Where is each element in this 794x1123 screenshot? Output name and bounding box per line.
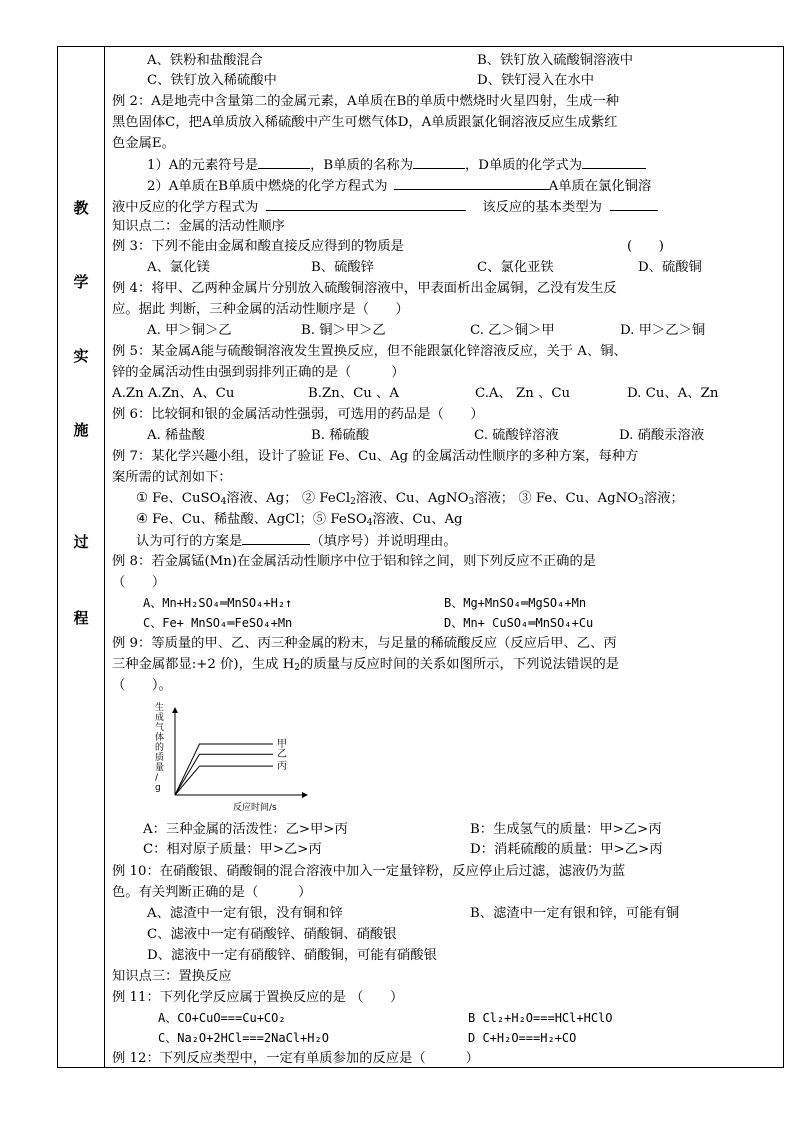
question-text: 例 8：若金属锰(Mn)在金属活动性顺序中位于铝和锌之间，则下列反应不正确的是 <box>112 554 597 569</box>
question-text: 该反应的基本类型为 <box>482 200 602 215</box>
answer-blank[interactable] <box>242 531 310 545</box>
question-text: （ ） <box>112 575 166 590</box>
option-equation: D C+H₂O===H₂+CO <box>468 1031 577 1045</box>
subscript: 4 <box>220 497 227 507</box>
subscript: 4 <box>366 518 373 528</box>
answer-blank[interactable] <box>394 176 549 190</box>
subscript: 2 <box>294 663 301 673</box>
question-text: 例 6：比较铜和银的金属活动性强弱，可选用的药品是（ ） <box>112 407 484 422</box>
option-text: C.A、 Zn 、Cu <box>475 386 571 401</box>
option-text: B.Zn、Cu 、A <box>308 386 399 401</box>
option-text: C. 硫酸锌溶液 <box>474 428 559 443</box>
question-text: 应。据此 判断，三种金属的活动性顺序是（ ） <box>112 302 409 317</box>
question-text: （填序号）并说明理由。 <box>310 534 457 549</box>
reagent-text: 溶液、Cu、Ag <box>372 512 463 527</box>
question-text: A单质在氯化铜溶 <box>548 179 652 194</box>
question-text: 液中反应的化学方程式为 <box>112 200 259 215</box>
column-divider <box>104 46 105 1068</box>
option-text: D. Cu、A、Zn <box>627 386 719 401</box>
question-text: 例 4：将甲、乙两种金属片分别放入硫酸铜溶液中，甲表面析出金属铜，乙没有发生反 <box>112 281 617 296</box>
option-text: A：三种金属的活泼性：乙>甲>丙 <box>143 822 348 837</box>
option-text: A、氯化镁 <box>147 260 210 275</box>
option-equation: C、Na₂O+2HCl===2NaCl+H₂O <box>158 1031 329 1045</box>
option-text: A. 稀盐酸 <box>147 428 205 443</box>
option-text: A.Zn A.Zn、A、Cu <box>112 386 235 401</box>
question-text: ，D单质的化学式为 <box>465 158 583 173</box>
question-text: 色。有关判断正确的是（ ） <box>112 885 312 900</box>
reaction-chart <box>145 700 315 815</box>
option-equation: B、Mg+MnSO₄═MgSO₄+Mn <box>444 596 587 610</box>
option-equation: B Cl₂+H₂O===HCl+HClO <box>468 1011 613 1025</box>
option-equation: C、Fe+ MnSO₄═FeSO₄+Mn <box>143 616 293 630</box>
series-line-0 <box>175 744 273 795</box>
y-axis-label-char: 生 <box>155 703 165 713</box>
option-text: C、铁钉放入稀硫酸中 <box>147 73 277 88</box>
answer-blank[interactable] <box>258 155 310 169</box>
answer-blank[interactable] <box>582 155 646 169</box>
side-label-char: 实 <box>73 347 89 365</box>
option-text: C、氯化亚铁 <box>477 260 554 275</box>
question-text: 例 9：等质量的甲、乙、丙三种金属的粉末，与足量的稀硫酸反应（反应后甲、乙、丙 <box>112 636 617 651</box>
option-text: A、滤渣中一定有银，没有铜和锌 <box>147 906 343 921</box>
fill-question <box>136 531 457 551</box>
reagent-text: ④ Fe、Cu、稀盐酸、AgCl；⑤ FeSO <box>136 512 367 527</box>
reagent-text: 溶液、Cu、AgNO <box>355 491 469 506</box>
reagent-text: 溶液； ③ Fe、Cu、AgNO <box>474 491 639 506</box>
question-text: ，B单质的名称为 <box>310 158 413 173</box>
y-axis-arrow <box>172 707 178 713</box>
subscript: 3 <box>638 497 644 507</box>
option-text: B：生成氢气的质量：甲>乙>丙 <box>470 822 662 837</box>
series-line-1 <box>175 754 273 795</box>
subscript: 3 <box>468 497 475 507</box>
reagent-text: ① Fe、CuSO <box>136 491 221 506</box>
answer-blank[interactable] <box>266 197 466 211</box>
series-label: 丙 <box>277 761 287 773</box>
option-text: B. 铜＞甲＞乙 <box>301 323 386 338</box>
fill-question <box>112 197 658 217</box>
question-text: 例 3：下列不能由金属和酸直接反应得到的物质是 <box>112 239 404 254</box>
option-text: C：相对原子质量：甲>乙>丙 <box>143 842 322 857</box>
option-equation: A、CO+CuO===Cu+CO₂ <box>158 1011 286 1025</box>
subscript: 2 <box>350 497 356 507</box>
reagent-list <box>136 489 684 508</box>
y-axis-label-char: 气 <box>155 723 165 733</box>
option-text: B. 稀硫酸 <box>311 428 370 443</box>
question-text: 例 7：某化学兴趣小组，设计了验证 Fe、Cu、Ag 的金属活动性顺序的多种方案，每种方 <box>112 449 639 464</box>
y-axis-label-char: 的 <box>155 743 165 753</box>
section-heading: 知识点三：置换反应 <box>112 969 232 984</box>
y-axis-label-char: 成 <box>155 713 165 723</box>
x-axis-arrow <box>302 792 308 798</box>
question-text: 色金属E。 <box>112 136 175 151</box>
series-label: 甲 <box>277 739 287 750</box>
side-label-char: 过 <box>73 533 89 551</box>
option-text: D. 甲＞乙＞铜 <box>620 323 706 338</box>
reagent-text: 溶液； <box>643 491 684 506</box>
option-equation: D、Mn+ CuSO₄═MnSO₄+Cu <box>444 616 594 630</box>
option-text: A. 甲＞铜＞乙 <box>147 323 232 338</box>
option-text: C. 乙＞铜＞甲 <box>470 323 555 338</box>
y-axis-label <box>155 701 164 793</box>
option-text: B、滤渣中一定有银和锌，可能有铜 <box>470 906 680 921</box>
option-text: D、硫酸铜 <box>638 260 702 275</box>
series-label: 乙 <box>277 749 287 761</box>
reagent-text: 溶液、Ag； ② FeCl <box>226 491 351 506</box>
option-text: C、滤液中一定有硝酸锌、硝酸铜、硝酸银 <box>147 927 397 942</box>
question-text: 2）A单质在B单质中燃烧的化学方程式为 <box>147 179 388 194</box>
question-text: 认为可行的方案是 <box>136 534 243 549</box>
question-text: 例 12：下列反应类型中，一定有单质参加的反应是（ ） <box>112 1051 479 1066</box>
y-axis-label-char: 质 <box>155 753 165 763</box>
option-text: D、滤液中一定有硝酸锌、硝酸铜，可能有硝酸银 <box>147 948 437 963</box>
fill-question <box>147 155 646 175</box>
question-text: （ ）。 <box>112 678 172 693</box>
question-text: 黑色固体C，把A单质放入稀硫酸中产生可燃气体D，A单质跟氯化铜溶液反应生成紫红 <box>112 115 618 130</box>
question-text: 1）A的元素符号是 <box>147 158 259 173</box>
option-text: D、铁钉浸入在水中 <box>477 73 595 88</box>
x-axis-label: 反应时间/s <box>233 803 277 813</box>
question-text <box>112 655 619 674</box>
question-text: 锌的金属活动性由强到弱排列正确的是（ ） <box>112 365 405 380</box>
question-text: 例 11：下列化学反应属于置换反应的是 （ ） <box>112 990 404 1005</box>
question-text-part: 三种金属都显:+2 价)，生成 H <box>112 657 295 672</box>
question-text: 例 5：某金属A能与硫酸铜溶液发生置换反应，但不能跟氯化锌溶液反应，关于 A、铜、 <box>112 344 627 359</box>
option-text: A、铁粉和盐酸混合 <box>147 53 263 68</box>
y-axis-label-char: g <box>155 783 161 793</box>
side-label-char: 教 <box>73 199 89 217</box>
y-axis-label-char: 体 <box>155 733 165 743</box>
option-text: D：消耗硫酸的质量：甲>乙>丙 <box>470 842 663 857</box>
reagent-list <box>136 510 463 529</box>
fill-question <box>147 176 651 196</box>
side-label-char: 学 <box>73 273 89 291</box>
answer-blank[interactable] <box>610 197 658 211</box>
question-text: 例 2：A是地壳中含量第二的金属元素，A单质在B的单质中燃烧时火星四射，生成一种 <box>112 94 620 109</box>
option-text: B、硫酸锌 <box>311 260 374 275</box>
option-text: B、铁钉放入硫酸铜溶液中 <box>477 53 634 68</box>
y-axis-label-char: / <box>155 773 159 783</box>
answer-blank[interactable] <box>413 155 465 169</box>
option-equation: A、Mn+H₂SO₄═MnSO₄+H₂↑ <box>143 596 293 610</box>
question-text-part: 的质量与反应时间的关系如图所示，下列说法错误的是 <box>300 657 620 672</box>
answer-paren: ( ) <box>627 239 664 254</box>
question-text: 例 10：在硝酸银、硝酸铜的混合溶液中加入一定量锌粉，反应停止后过滤，滤液仍为蓝 <box>112 864 626 879</box>
side-label-char: 施 <box>73 421 89 439</box>
section-heading: 知识点二：金属的活动性顺序 <box>112 219 285 234</box>
option-text: D. 硝酸汞溶液 <box>619 428 705 443</box>
y-axis-label-char: 量 <box>155 763 165 773</box>
question-text: 案所需的试剂如下： <box>112 470 232 485</box>
side-label-char: 程 <box>73 609 89 627</box>
